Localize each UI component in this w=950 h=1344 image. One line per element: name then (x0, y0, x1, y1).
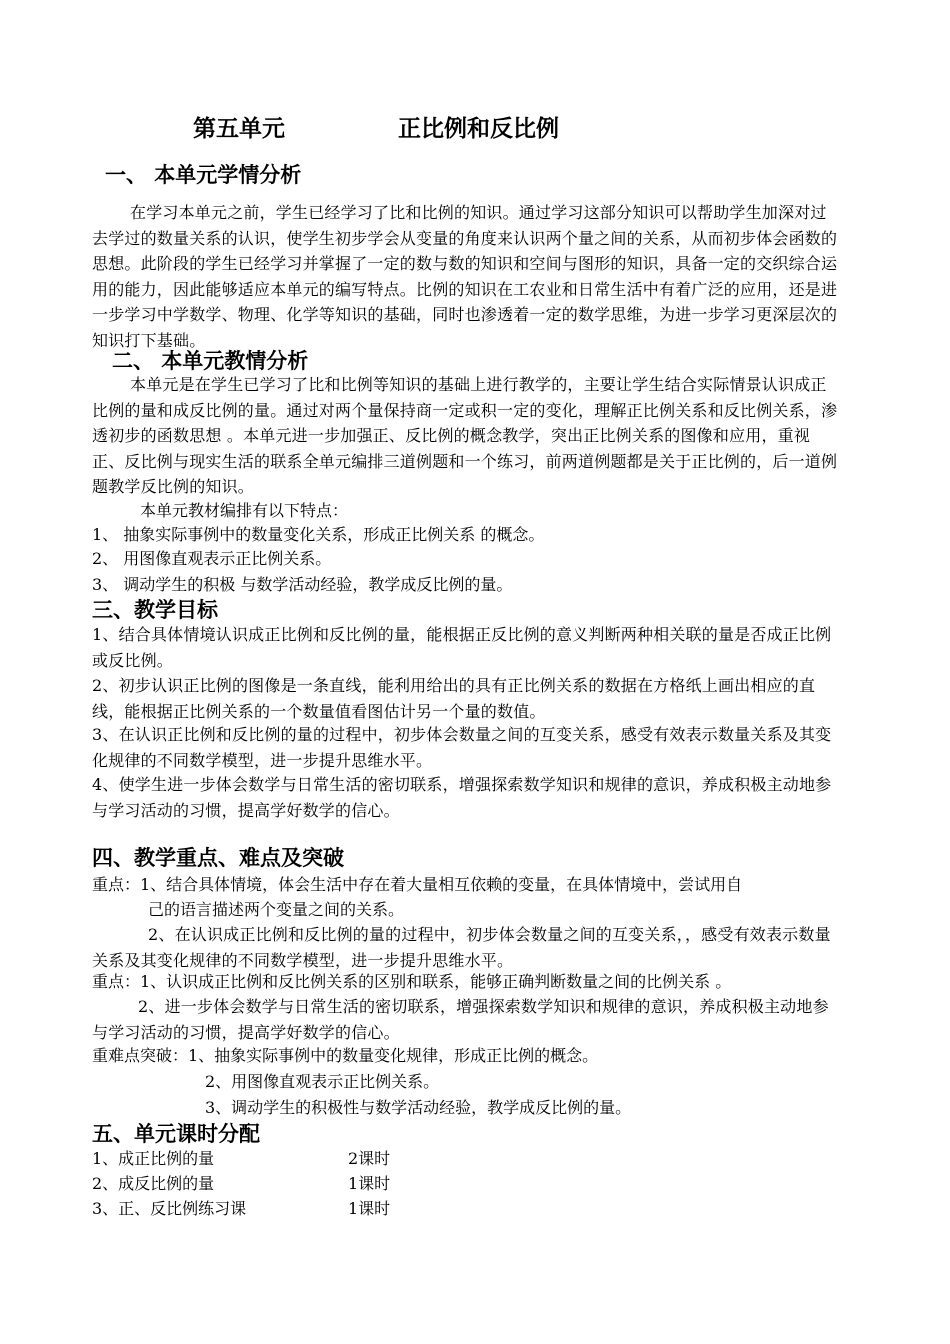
schedule-row (92, 1146, 492, 1170)
section-1-body: 在学习本单元之前，学生已经学习了比和比例的知识。通过学习这部分知识可以帮助学生加深对过去学过的数量关系的认识，使学生初步学会从变量的角度来认识两个量之间的关系，从而初步体会函数的思想。此阶段的学生已经学习并掌握了一定的数与数的知识和空间与图形的知识，具备一定的交织综合运用的能力，因此能够适应本单元的编写特点。比例的知识在工农业和日常生活中有着广泛的应用，还是进一步学习中学数学、物理、化学等知识的基础，同时也渗透着一定的数学思维，为进一步学习更深层次的知识打下基础。 (92, 203, 838, 350)
section-5-heading: 五、单元课时分配 (92, 1122, 260, 1146)
lesson-name: 1、成正比例的量 (92, 1149, 215, 1168)
breakthrough-1: 重难点突破：1、抽象实际事例中的数量变化规律，形成正比例的概念。 (92, 1046, 599, 1065)
lesson-name: 3、正、反比例练习课 (92, 1199, 247, 1218)
feature-item: 1、 抽象实际事例中的数量变化关系，形成正比例关系 的概念。 (92, 525, 545, 544)
difficulty-2: 2、进一步体会数学与日常生活的密切联系，增强探索数学知识和规律的意识，养成积极主动地参与学习活动的习惯，提高学好数学的信心。 (92, 997, 829, 1042)
lesson-hours: 1课时 (348, 1174, 391, 1193)
lesson-hours: 2课时 (348, 1149, 391, 1168)
breakthrough-2: 2、用图像直观表示正比例关系。 (205, 1072, 440, 1091)
feature-item: 2、 用图像直观表示正比例关系。 (92, 549, 332, 568)
section-3-heading: 三、教学目标 (92, 598, 218, 622)
section-4-heading: 四、教学重点、难点及突破 (92, 846, 344, 870)
schedule-row (92, 1171, 492, 1195)
goal-item: 3、在认识正比例和反比例的量的过程中，初步体会数量之间的互变关系，感受有效表示数量关系及其变化规律的不同数学模型，进一步提升思维水平。 (92, 725, 832, 770)
section-2-body: 本单元是在学生已学习了比和比例等知识的基础上进行教学的，主要让学生结合实际情景认识成正比例的量和成反比例的量。通过对两个量保持商一定或积一定的变化，理解正比例关系和反比例关系，渗透初步的函数思想 。本单元进一步加强正、反比例的概念教学，突出正比例关系的图像和应用，重视正、反比例与现实生活的联系全单元编排三道例题和一个练习，前两道例题都是关于正比例的，后一道例题教学反比例的知识。 (92, 375, 838, 497)
lesson-hours: 1课时 (348, 1199, 391, 1218)
section-1-heading: 一、 本单元学情分析 (105, 163, 302, 187)
feature-item: 3、 调动学生的积极 与数学活动经验，教学成反比例的量。 (92, 575, 513, 594)
schedule-row (92, 1196, 492, 1220)
breakthrough-3: 3、调动学生的积极性与数学活动经验，教学成反比例的量。 (205, 1098, 632, 1117)
lesson-name: 2、成反比例的量 (92, 1174, 215, 1193)
key-point-1: 重点：1、结合具体情境，体会生活中存在着大量相互依赖的变量，在具体情境中，尝试用自 (92, 875, 743, 894)
unit-topic: 正比例和反比例 (398, 116, 559, 142)
goal-item: 1、结合具体情境认识成正比例和反比例的量，能根据正反比例的意义判断两种相关联的量是否成正比例或反比例。 (92, 625, 832, 670)
goal-item: 2、初步认识正比例的图像是一条直线，能利用给出的具有正比例关系的数据在方格纸上画出相应的直线，能根据正比例关系的一个数量值看图估计另一个量的数值。 (92, 676, 816, 721)
goal-item: 4、使学生进一步体会数学与日常生活的密切联系，增强探索数学知识和规律的意识，养成积极主动地参与学习活动的习惯，提高学好数学的信心。 (92, 775, 832, 820)
unit-label: 第五单元 (193, 116, 285, 142)
key-point-2: 2、在认识成正比例和反比例的量的过程中，初步体会数量之间的互变关系，，感受有效表示数量关系及其变化规律的不同数学模型，进一步提升思维水平。 (92, 925, 831, 970)
key-point-1-cont: 己的语言描述两个变量之间的关系。 (148, 900, 405, 919)
difficulty-1: 重点：1、认识成正比例和反比例关系的区别和联系，能够正确判断数量之间的比例关系 。 (92, 972, 732, 991)
features-intro: 本单元教材编排有以下特点： (140, 501, 349, 520)
section-2-heading: 二、 本单元教情分析 (112, 349, 309, 373)
document-title (0, 110, 950, 144)
